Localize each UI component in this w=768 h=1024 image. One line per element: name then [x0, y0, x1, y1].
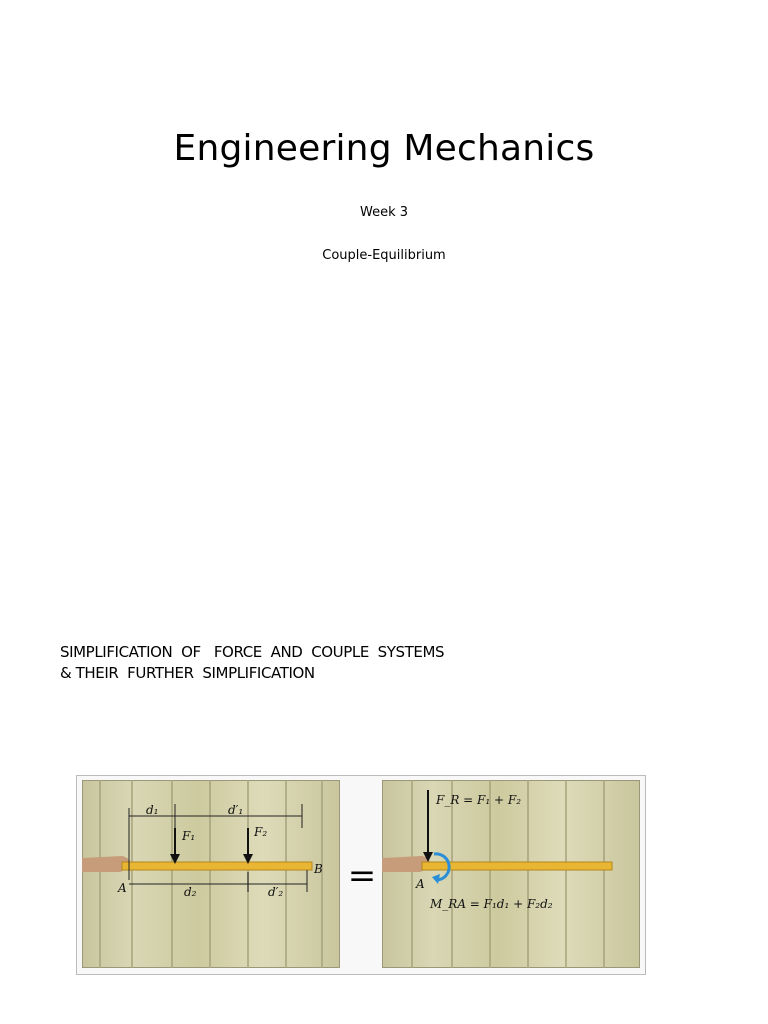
label-A-right: A	[416, 877, 425, 891]
label-A: A	[118, 881, 127, 895]
label-d1: d₁	[146, 803, 159, 817]
label-B: B	[314, 862, 323, 876]
label-F1: F₁	[182, 829, 196, 843]
wall-stripes	[100, 780, 322, 968]
week-label: Week 3	[359, 205, 409, 220]
label-d1-prime: d′₁	[228, 803, 244, 817]
label-d2: d₂	[184, 885, 197, 899]
label-F2: F₂	[254, 825, 268, 839]
equivalent-system-panel	[382, 780, 640, 968]
section-heading	[60, 642, 560, 684]
section-heading-line-2: & THEIR FURTHER SIMPLIFICATION	[60, 664, 315, 682]
document-title: Engineering Mechanics	[173, 128, 595, 169]
moment-arrow-head	[432, 874, 440, 884]
label-d2-prime: d′₂	[268, 885, 284, 899]
equals-sign: =	[347, 856, 377, 896]
equivalent-system-diagram	[382, 780, 640, 968]
original-system-diagram	[82, 780, 340, 968]
section-heading-line-1: SIMPLIFICATION OF FORCE AND COUPLE SYSTEMS	[60, 643, 445, 661]
label-MR: M_RA = F₁d₁ + F₂d₂	[430, 897, 553, 911]
original-system-panel	[82, 780, 340, 968]
wall-stripes-right	[412, 780, 604, 968]
force-couple-figure	[76, 775, 646, 975]
label-FR: F_R = F₁ + F₂	[436, 793, 522, 807]
topic-label: Couple-Equilibrium	[322, 248, 446, 263]
ruler-bar	[122, 862, 312, 870]
